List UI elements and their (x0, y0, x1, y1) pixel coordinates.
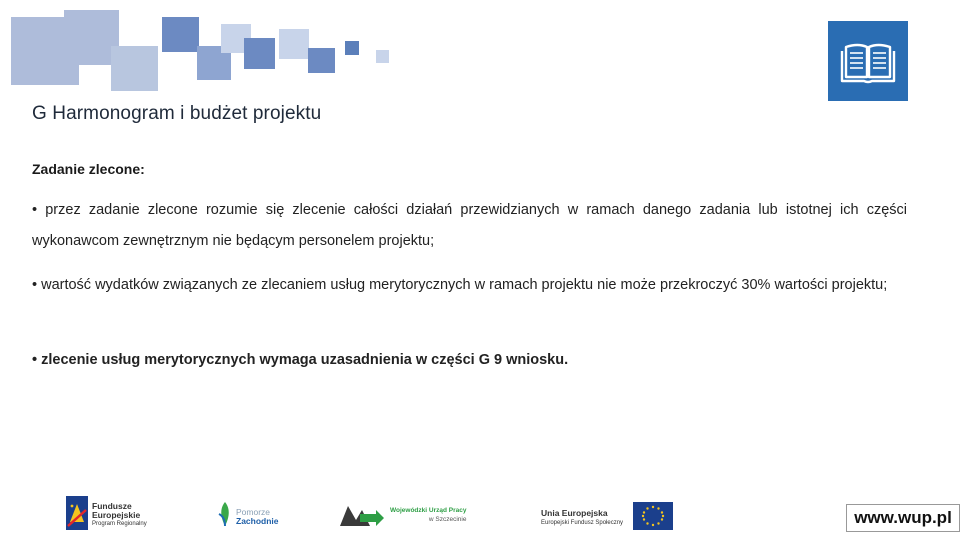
book-icon-tile (828, 21, 908, 101)
website-url[interactable]: www.wup.pl (846, 504, 960, 532)
pz-leaf-icon (216, 500, 234, 528)
ue-line1: Unia Europejska (541, 508, 608, 518)
wup-line2: w Szczecinie (428, 516, 467, 523)
slide-title: G Harmonogram i budżet projektu (32, 103, 322, 124)
fe-line2: Europejskie (92, 510, 141, 520)
fe-line1: Fundusze (92, 501, 132, 511)
eu-flag-icon (633, 502, 673, 530)
footer-logos (0, 496, 960, 536)
unia-europejska-logo (541, 500, 675, 532)
bullet-item: • przez zadanie zlecone rozumie się zlecenie całości działań przewidzianych w ramach danego zadania lub istotnej ich części wykonawcom zewnętrznym nie będącym personelem projektu; (32, 202, 907, 249)
fe-star-icon (66, 496, 88, 530)
wup-logo (338, 500, 488, 532)
wup-line1: Wojewódzki Urząd Pracy (390, 507, 467, 514)
pz-line2: Zachodnie (236, 516, 279, 526)
book-icon (828, 21, 908, 101)
ue-line2: Europejski Fundusz Społeczny (541, 520, 624, 526)
fundusze-europejskie-logo (66, 496, 166, 532)
wup-emblem-icon (338, 500, 386, 528)
pomorze-zachodnie-logo (216, 500, 282, 532)
section-heading: Zadanie zlecone: (32, 161, 145, 177)
pz-line1: Pomorze (236, 507, 271, 517)
fe-line3: Program Regionalny (92, 521, 147, 527)
bullet-item: • zlecenie usług merytorycznych wymaga uzasadnienia w części G 9 wniosku. (32, 352, 569, 368)
bullet-item: • wartość wydatków związanych ze zlecaniem usług merytorycznych w ramach projektu nie może przekroczyć 30% wartości projektu; (32, 277, 888, 293)
